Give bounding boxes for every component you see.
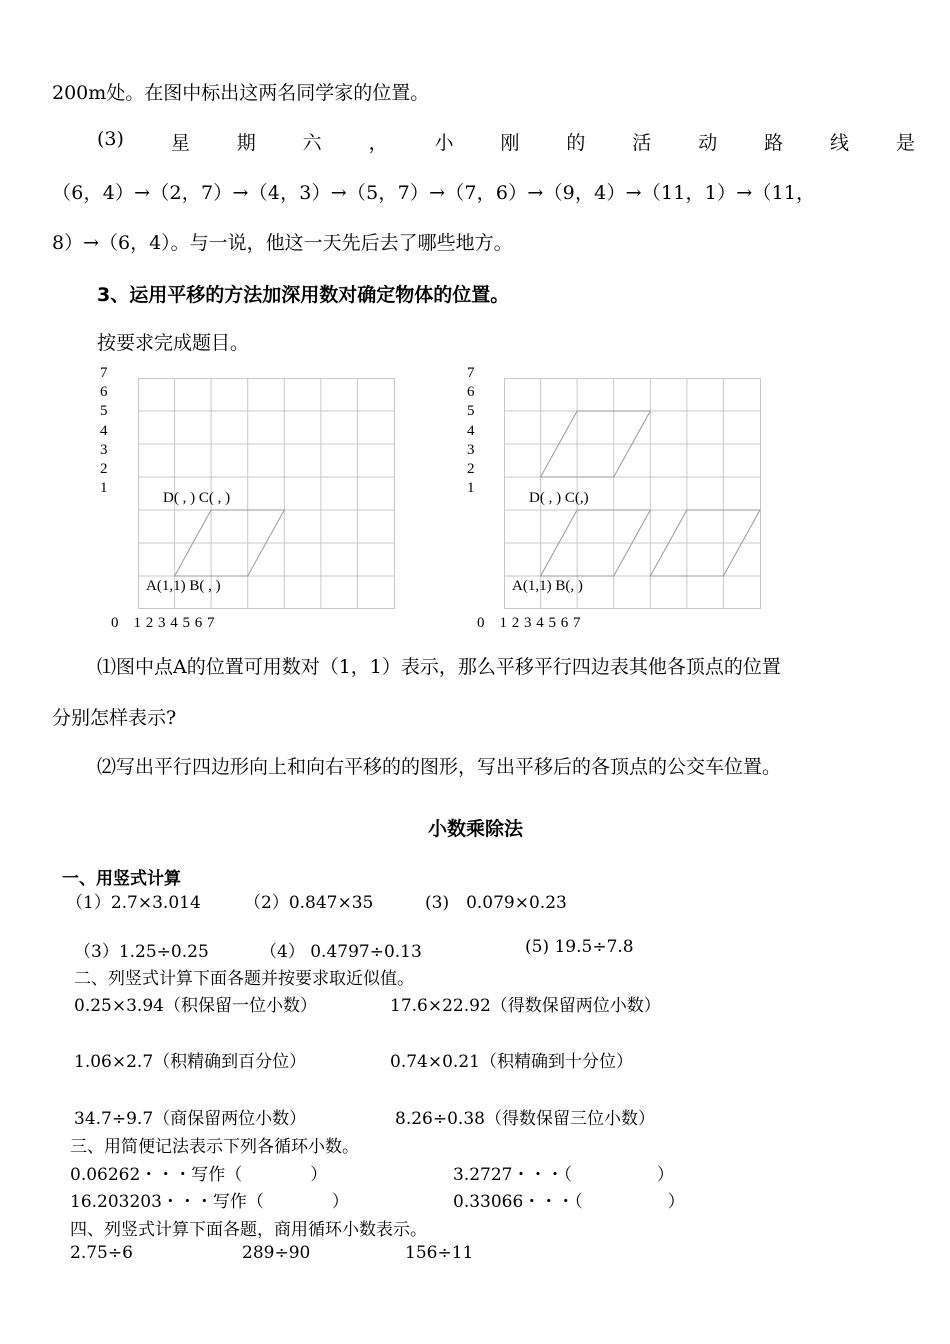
label-d-c: D( , ) C( , ) <box>163 490 231 506</box>
y-tick-label: 4 <box>100 422 108 439</box>
problem: 16.203203・・・写作（ ） <box>70 1192 349 1212</box>
problem: 0.33066・・・（ ） <box>453 1192 685 1212</box>
y-tick-label: 2 <box>100 461 108 478</box>
problem: 34.7÷9.7（商保留两位小数） <box>74 1109 307 1129</box>
word: 路 <box>764 132 784 154</box>
y-tick-label: 3 <box>100 441 108 458</box>
section-title: 小数乘除法 <box>428 818 524 840</box>
word: 星 <box>170 132 190 154</box>
problem: 8.26÷0.38（得数保留三位小数） <box>395 1109 655 1129</box>
problem: 2.75÷6 <box>70 1243 133 1263</box>
problem: 0.74×0.21（积精确到十分位） <box>390 1052 633 1072</box>
y-axis-labels <box>100 364 108 498</box>
text-line-1: 200m处。在图中标出这两名同学家的位置。 <box>52 82 430 104</box>
problem: 156÷11 <box>405 1243 474 1263</box>
word: 动 <box>698 132 718 154</box>
problem: （4） 0.4797÷0.13 <box>260 942 422 962</box>
word: 的 <box>566 132 586 154</box>
word: (3) <box>97 128 124 150</box>
label-d-c: D( , ) C(,) <box>529 490 589 506</box>
problem: （1）2.7×3.014 <box>66 893 201 913</box>
instruction: 按要求完成题目。 <box>97 332 250 354</box>
problem: 1.06×2.7（积精确到百分位） <box>74 1052 307 1072</box>
label-a-b: A(1,1) B(, ) <box>512 578 583 594</box>
y-tick-label: 5 <box>467 403 475 420</box>
problem: (3) 0.079×0.23 <box>425 893 567 913</box>
problem: (5) 19.5÷7.8 <box>525 937 634 957</box>
part-3-heading: 三、用简便记法表示下列各循环小数。 <box>70 1137 359 1157</box>
question-1b: 分别怎样表示? <box>52 707 177 729</box>
problem: （2）0.847×35 <box>244 893 374 913</box>
y-axis-labels <box>467 364 475 498</box>
question-1a: ⑴图中点A的位置可用数对（1，1）表示，那么平移平行四边表其他各顶点的位置 <box>97 656 781 678</box>
problem: 289÷90 <box>242 1243 311 1263</box>
text-line-3: （6，4）→（2，7）→（4，3）→（5，7）→（7，6）→（9，4）→（11，1）→（11， <box>52 182 816 204</box>
y-tick-label: 7 <box>467 365 475 381</box>
word: 刚 <box>500 132 520 154</box>
y-tick-label: 4 <box>467 422 475 439</box>
label-a-b: A(1,1) B( , ) <box>146 578 221 594</box>
y-tick-label: 3 <box>467 441 475 458</box>
y-tick-label: 6 <box>100 384 108 401</box>
word: 六 <box>302 132 322 154</box>
y-tick-label: 1 <box>467 480 475 497</box>
word: 线 <box>830 132 850 154</box>
problem: 3.2727・・・（ ） <box>453 1165 674 1185</box>
y-tick-label: 1 <box>100 480 108 497</box>
y-tick-label: 5 <box>100 403 108 420</box>
part-4-heading: 四、列竖式计算下面各题，商用循环小数表示。 <box>70 1220 427 1240</box>
heading-3: 3、运用平移的方法加深用数对确定物体的位置。 <box>97 284 510 306</box>
y-tick-label: 7 <box>100 365 108 381</box>
problem: （3）1.25÷0.25 <box>74 942 209 962</box>
text-line-2 <box>97 128 915 155</box>
x-axis-labels: 0 1 2 3 4 5 6 7 <box>111 615 215 631</box>
problem: 17.6×22.92（得数保留两位小数） <box>390 996 661 1016</box>
y-tick-label: 6 <box>467 384 475 401</box>
problem: 0.25×3.94（积保留一位小数） <box>74 996 317 1016</box>
x-axis-labels: 0 1 2 3 4 5 6 7 <box>477 615 581 631</box>
question-2: ⑵写出平行四边形向上和向右平移的的图形，写出平移后的各顶点的公交车位置。 <box>97 756 782 778</box>
word: 是 <box>895 132 915 154</box>
part-2-heading: 二、列竖式计算下面各题并按要求取近似值。 <box>74 969 414 989</box>
word: 期 <box>236 132 256 154</box>
text-line-4: 8）→（6，4）。与一说，他这一天先后去了哪些地方。 <box>52 232 513 254</box>
word: 活 <box>632 132 652 154</box>
word: ， <box>368 132 388 154</box>
part-1-heading: 一、用竖式计算 <box>62 869 181 889</box>
word: 小 <box>434 132 454 154</box>
problem: 0.06262・・・写作（ ） <box>70 1165 328 1185</box>
y-tick-label: 2 <box>467 461 475 478</box>
